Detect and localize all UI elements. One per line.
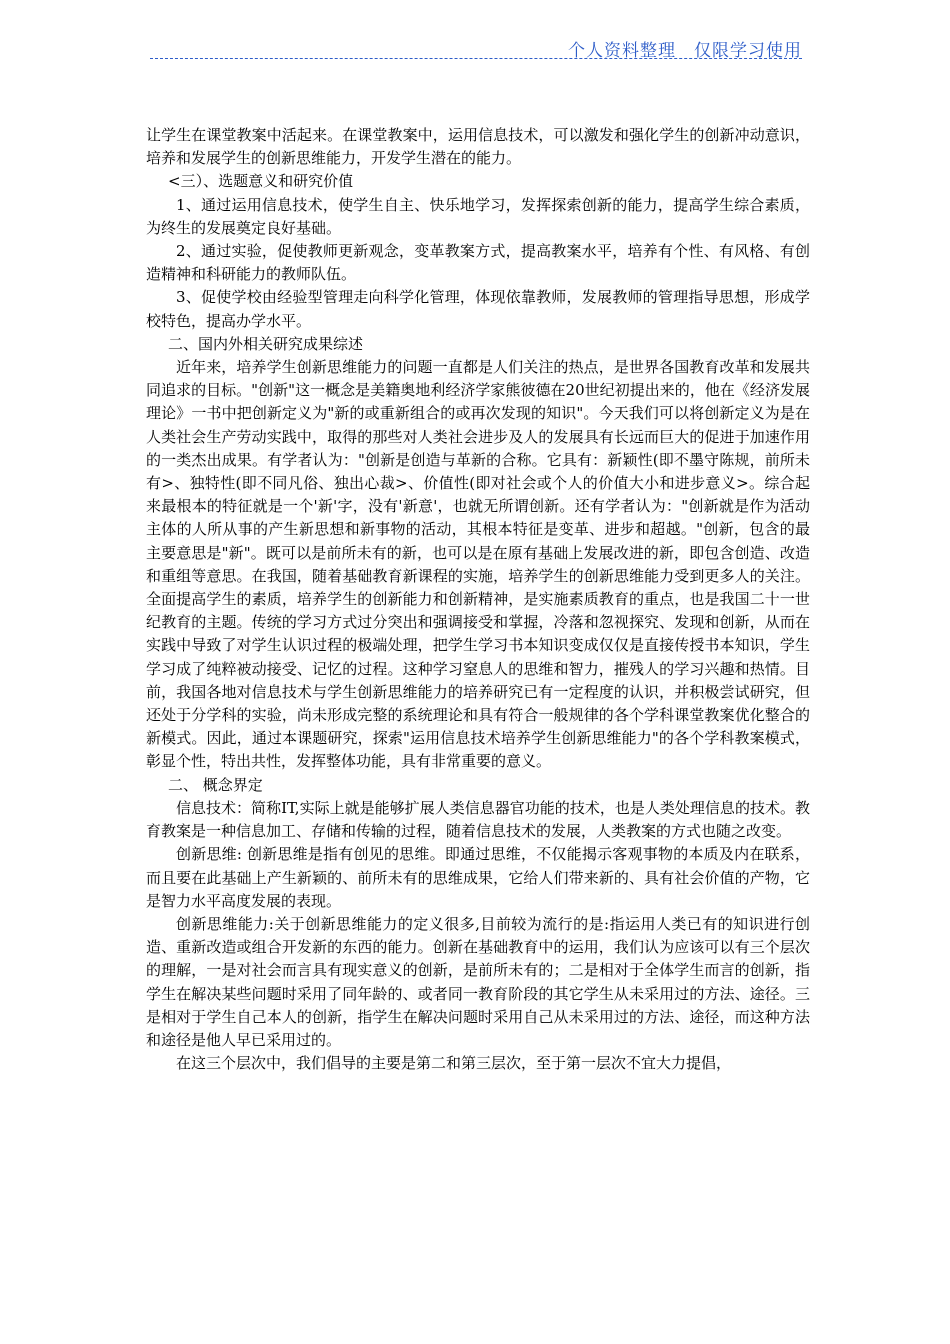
section-heading: 二、 概念界定	[168, 775, 263, 794]
document-body	[146, 124, 810, 1075]
section-heading: 二、国内外相关研究成果综述	[168, 334, 364, 353]
paragraph: 创新思维: 创新思维是指有创见的思维。即通过思维，不仅能揭示客观事物的本质及内在联系，而且要在此基础上产生新颖的、前所未有的思维成果，它给人们带来新的、具有社会价值的产物，它是智力水平高度发展的表现。	[146, 845, 810, 910]
section-heading: <三）、选题意义和研究价值	[168, 172, 354, 191]
page-header	[150, 36, 802, 62]
paragraph: 1、通过运用信息技术，使学生自主、快乐地学习，发挥探索创新的能力，提高学生综合素质，为终生的发展奠定良好基础。	[146, 195, 810, 237]
paragraph: 近年来，培养学生创新思维能力的问题一直都是人们关注的热点，是世界各国教育改革和发展共同追求的目标。"创新"这一概念是美籍奥地利经济学家熊彼德在20世纪初提出来的，他在《经济发展理论》一书中把创新定义为"新的或重新组合的或再次发现的知识"。今天我们可以将创新定义为是在人类社会生产劳动实践中，取得的那些对人类社会进步及人的发展具有长远而巨大的促进于加速作用的一类杰出成果。有学者认为："创新是创造与革新的合称。它具有：新颖性(即不墨守陈规，前所未有>、独特性(即不同凡俗、独出心裁>、价值性(即对社会或个人的价值大小和进步意义>。综合起来最根本的特征就是一个'新'字，没有'新意'，也就无所谓创新。还有学者认为："创新就是作为活动主体的人所从事的产生新思想和新事物的活动，其根本特征是变革、进步和超越。"创新，包含的最主要意思是"新"。既可以是前所未有的新，也可以是在原有基础上发展改进的新，即包含创造、改造和重组等意思。在我国，随着基础教育新课程的实施，培养学生的创新思维能力受到更多人的关注。全面提高学生的素质，培养学生的创新能力和创新精神，是实施素质教育的重点，也是我国二十一世纪教育的主题。传统的学习方式过分突出和强调接受和掌握，冷落和忽视探究、发现和创新，从而在实践中导致了对学生认识过程的极端处理，把学生学习书本知识变成仅仅是直接传授书本知识，学生学习成了纯粹被动接受、记忆的过程。这种学习窒息人的思维和智力，摧残人的学习兴趣和热情。目前，我国各地对信息技术与学生创新思维能力的培养研究已有一定程度的认识，并积极尝试研究，但还处于分学科的实验，尚未形成完整的系统理论和具有符合一般规律的各个学科课堂教案优化整合的新模式。因此，通过本课题研究，探索"运用信息技术培养学生创新思维能力"的各个学科教案模式，彰显个性，特出共性，发挥整体功能，具有非常重要的意义。	[146, 358, 810, 771]
paragraph: 在这三个层次中，我们倡导的主要是第二和第三层次，至于第一层次不宜大力提倡，	[176, 1054, 732, 1073]
paragraph: 2、通过实验，促使教师更新观念，变革教案方式，提高教案水平，培养有个性、有风格、有创造精神和科研能力的教师队伍。	[146, 242, 810, 284]
header-text: 个人资料整理 仅限学习使用	[568, 41, 802, 61]
paragraph: 让学生在课堂教案中活起来。在课堂教案中，运用信息技术，可以激发和强化学生的创新冲动意识，培养和发展学生的创新思维能力，开发学生潜在的能力。	[146, 126, 810, 168]
header-dashed-rule	[150, 58, 802, 59]
paragraph: 信息技术：简称IT,实际上就是能够扩展人类信息器官功能的技术，也是人类处理信息的技术。教育教案是一种信息加工、存储和传输的过程，随着信息技术的发展，人类教案的方式也随之改变。	[146, 798, 810, 841]
paragraph: 创新思维能力:关于创新思维能力的定义很多,目前较为流行的是:指运用人类已有的知识进行创造、重新改造或组合开发新的东西的能力。创新在基础教育中的运用，我们认为应该可以有三个层次的理解，一是对社会而言具有现实意义的创新，是前所未有的；二是相对于全体学生而言的创新，指学生在解决某些问题时采用了同年龄的、或者同一教育阶段的其它学生从未采用过的方法、途径。三是相对于学生自己本人的创新，指学生在解决问题时采用自己从未采用过的方法、途径，而这种方法和途径是他人早已采用过的。	[146, 914, 810, 1049]
paragraph: 3、促使学校由经验型管理走向科学化管理，体现依靠教师，发展教师的管理指导思想，形成学校特色，提高办学水平。	[146, 288, 810, 330]
